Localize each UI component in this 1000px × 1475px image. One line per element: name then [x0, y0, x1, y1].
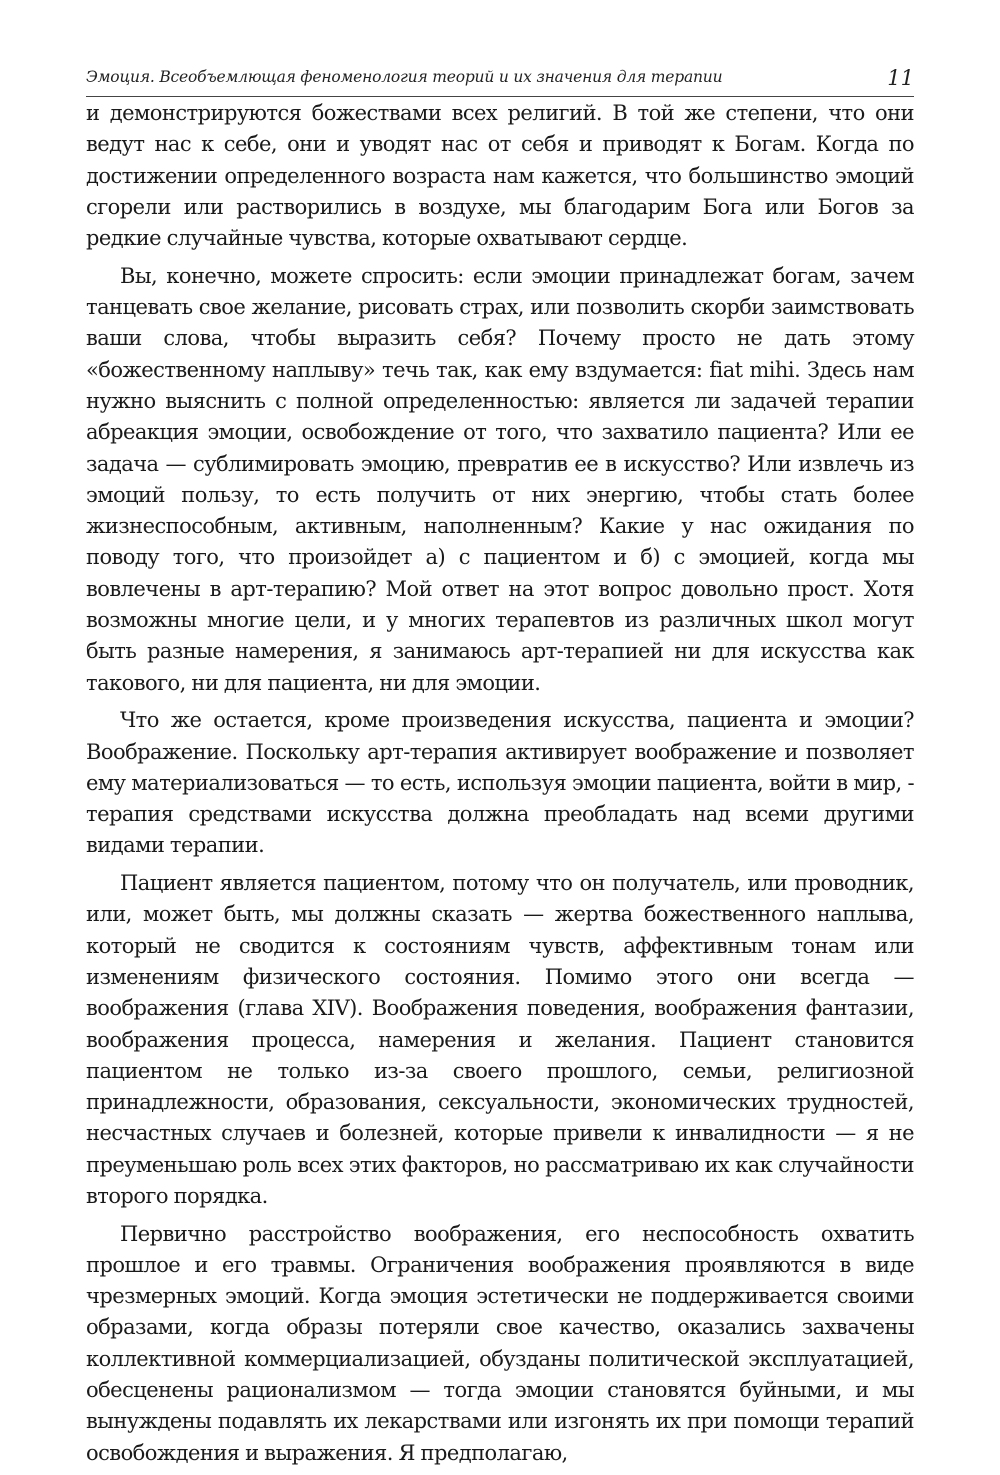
running-header	[86, 66, 914, 92]
paragraph: Первично расстройство воображения, его неспособность охватить прошлое и его травмы. Ограничения воображения проявляются в виде чрезмерных эмоций. Когда эмоция эстетически не поддерживается своими образами, когда образы потеряли свое качество, оказались захвачены коллективной коммерциализацией, обузданы политической эксплуатацией, обесценены рационализмом — тогда эмоции становятся буйными, и мы вынуждены подавлять их лекарствами или изгонять их при помощи терапий освобождения и выражения. Я предполагаю,	[86, 1221, 914, 1465]
running-title: Эмоция. Всеобъемлющая феноменология теорий и их значения для терапии	[86, 68, 723, 86]
paragraph: Пациент является пациентом, потому что он получатель, или проводник, или, может быть, мы должны сказать — жертва божественного наплыва, который не сводится к состояниям чувств, аффективным тонам или изменениям физического состояния. Помимо этого они всегда — воображения (глава XIV). Воображения поведения, воображения фантазии, воображения процесса, намерения и желания. Пациент становится пациентом не только из-за своего прошлого, семьи, религиозной принадлежности, образования, сексуальности, экономических трудностей, несчастных случаев и болезней, которые привели к инвалидности — я не преуменьшаю роль всех этих факторов, но рассматриваю их как случайности второго порядка.	[86, 871, 914, 1208]
body-text	[86, 98, 914, 1475]
page-number: 11	[887, 66, 914, 90]
paragraph: Вы, конечно, можете спросить: если эмоции принадлежат богам, зачем танцевать свое желание, рисовать страх, или позволить скорби заимствовать ваши слова, чтобы выразить себя? Почему просто не дать этому «божественному наплыву» течь так, как ему вздумается: fiat mihi. Здесь нам нужно выяснить с полной определенностью: является ли задачей терапии абреакция эмоции, освобождение от того, что захватило пациента? Или ее задача — сублимировать эмоцию, превратив ее в искусство? Или извлечь из эмоций пользу, то есть получить от них энергию, чтобы стать более жизнеспособным, активным, наполненным? Какие у нас ожидания по поводу того, что произойдет а) с пациентом и б) с эмоцией, когда мы вовлечены в арт-терапию? Мой ответ на этот вопрос довольно прост. Хотя возможны многие цели, и у многих терапевтов из различных школ могут быть разные намерения, я занимаюсь арт-терапией ни для искусства как такового, ни для пациента, ни для эмоции.	[86, 263, 914, 695]
paragraph-continuation: и демонстрируются божествами всех религий. В той же степени, что они ведут нас к себе, они и уводят нас от себя и приводят к Богам. Когда по достижении определенного возраста нам кажется, что большинство эмоций сгорели или растворились в воздухе, мы благодарим Бога или Богов за редкие случайные чувства, которые охватывают сердце.	[86, 101, 914, 251]
header-rule	[86, 96, 914, 97]
paragraph: Что же остается, кроме произведения искусства, пациента и эмоции? Воображение. Поскольку арт-терапия активирует воображение и позволяет ему материализоваться — то есть, используя эмоции пациента, войти в мир, - терапия средствами искусства должна преобладать над всеми другими видами терапии.	[86, 708, 914, 858]
